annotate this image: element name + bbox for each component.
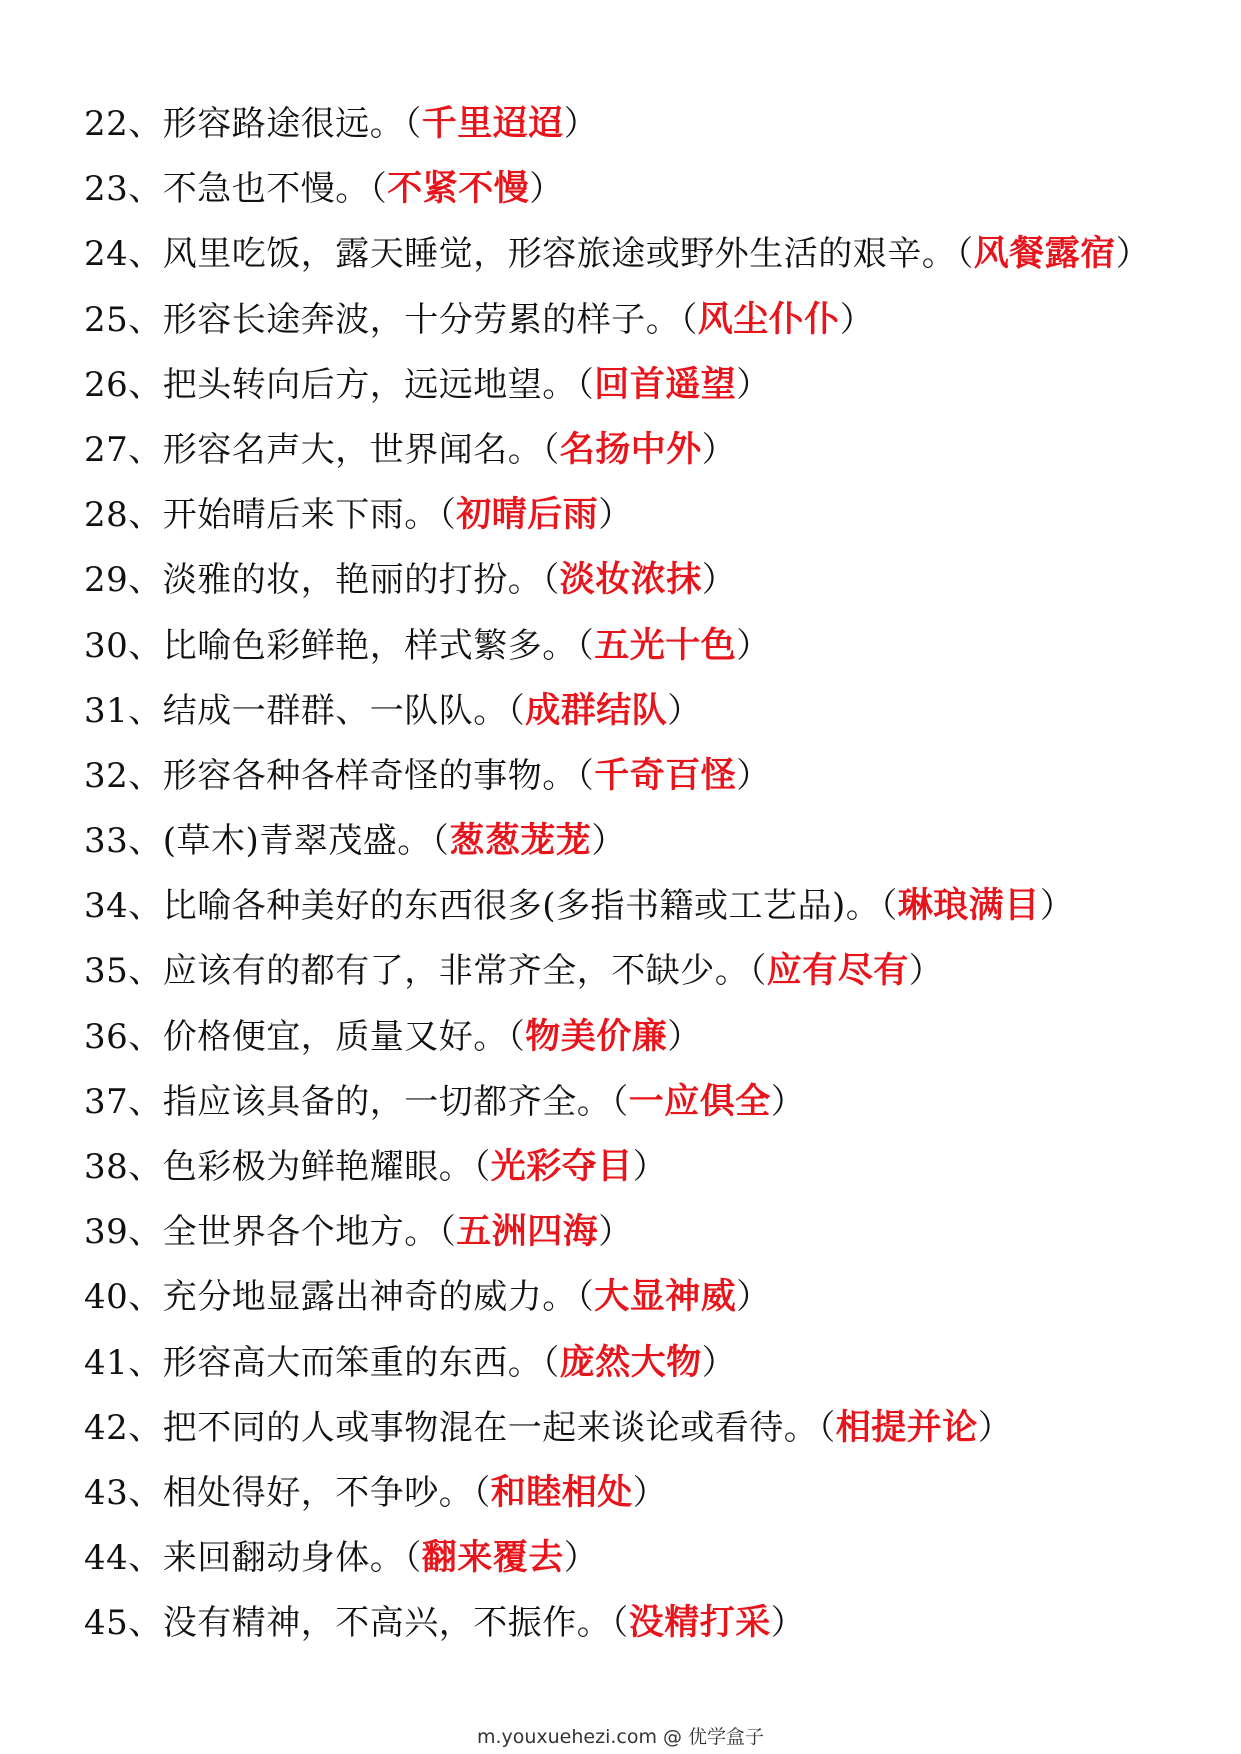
item-definition: 把头转向后方，远远地望。 (162, 364, 577, 405)
item-answer: 和睦相处 (490, 1472, 633, 1513)
item-answer: 淡妆浓抹 (559, 560, 702, 601)
list-item (84, 1591, 1214, 1656)
item-number: 43、 (84, 1472, 163, 1513)
paren-open: （ (507, 1016, 526, 1057)
paren-open: （ (880, 886, 898, 927)
item-definition: 开始晴后来下雨。 (162, 495, 439, 536)
paren-close: ） (563, 104, 599, 144)
item-number: 41、 (84, 1342, 163, 1383)
item-definition: (草木)青翠茂盛。 (162, 821, 432, 862)
paren-open: （ (576, 1277, 595, 1318)
item-answer: 五光十色 (594, 625, 737, 666)
item-number: 25、 (84, 299, 163, 340)
item-number: 23、 (84, 169, 163, 210)
item-answer: 光彩夺目 (490, 1147, 633, 1187)
item-answer: 应有尽有 (766, 951, 909, 992)
paren-open: （ (576, 364, 595, 405)
paren-open: （ (611, 1603, 629, 1644)
list-item (84, 1526, 1214, 1591)
paren-open: （ (507, 690, 526, 731)
item-definition: 把不同的人或事物混在一起来谈论或看待。 (162, 1407, 819, 1448)
paren-close: ） (632, 1147, 668, 1187)
paren-close: ） (770, 1081, 806, 1122)
item-number: 27、 (84, 429, 163, 470)
item-answer: 成群结队 (525, 690, 668, 731)
paren-close: ） (736, 625, 771, 666)
list-item (84, 874, 1214, 939)
paren-open: （ (431, 821, 450, 862)
item-number: 35、 (84, 951, 163, 992)
paren-open: （ (438, 495, 457, 536)
paren-open: （ (404, 1538, 422, 1579)
item-number: 38、 (84, 1147, 163, 1187)
paren-close: ） (839, 299, 875, 340)
paren-close: ） (1115, 234, 1151, 275)
list-item (84, 1265, 1214, 1330)
idiom-list (84, 92, 1214, 1657)
item-definition: 没有精神，不高兴，不振作。 (162, 1603, 612, 1644)
item-definition: 指应该具备的，一切都齐全。 (162, 1081, 612, 1122)
paren-open: （ (542, 560, 560, 601)
item-definition: 形容路途很远。 (162, 104, 405, 144)
item-number: 45、 (84, 1603, 163, 1644)
list-item (84, 548, 1214, 613)
list-item (84, 1005, 1214, 1070)
list-item (84, 1331, 1214, 1396)
paren-close: ） (908, 951, 944, 992)
item-answer: 翻来覆去 (421, 1538, 564, 1579)
item-definition: 结成一群群、一队队。 (162, 690, 508, 731)
paren-open: （ (749, 951, 767, 992)
item-definition: 应该有的都有了，非常齐全，不缺少。 (162, 951, 750, 992)
item-answer: 琳琅满目 (897, 886, 1040, 927)
list-item (84, 809, 1214, 874)
item-answer: 回首遥望 (594, 364, 737, 405)
item-answer: 一应俱全 (628, 1081, 771, 1122)
item-definition: 色彩极为鲜艳耀眼。 (162, 1147, 474, 1187)
paren-close: ） (563, 1538, 599, 1579)
item-definition: 来回翻动身体。 (162, 1538, 405, 1579)
list-item (84, 1200, 1214, 1265)
list-item (84, 353, 1214, 418)
paren-close: ） (977, 1407, 1013, 1448)
item-number: 22、 (84, 104, 163, 144)
list-item (84, 1461, 1214, 1526)
paren-close: ） (598, 1212, 633, 1253)
paren-open: （ (542, 429, 560, 470)
list-item (84, 157, 1214, 222)
item-definition: 比喻色彩鲜艳，样式繁多。 (162, 625, 577, 666)
item-answer: 风尘仆仆 (697, 299, 840, 340)
paren-close: ） (701, 1342, 737, 1383)
paren-open: （ (404, 104, 422, 144)
item-definition: 形容各种各样奇怪的事物。 (162, 755, 577, 796)
item-definition: 全世界各个地方。 (162, 1212, 439, 1253)
item-answer: 物美价廉 (525, 1016, 668, 1057)
paren-close: ） (529, 169, 564, 210)
item-answer: 相提并论 (835, 1407, 978, 1448)
item-definition: 形容长途奔波，十分劳累的样子。 (162, 299, 681, 340)
footer-watermark: m.youxuehezi.com @ 优学盒子 (476, 1726, 765, 1748)
paren-open: （ (956, 234, 974, 275)
paren-open: （ (818, 1407, 836, 1448)
item-answer: 大显神威 (594, 1277, 737, 1318)
paren-open: （ (611, 1081, 629, 1122)
item-number: 39、 (84, 1212, 163, 1253)
paren-open: （ (576, 625, 595, 666)
item-number: 32、 (84, 755, 163, 796)
paren-close: ） (667, 1016, 702, 1057)
paren-open: （ (369, 169, 388, 210)
item-answer: 初晴后雨 (456, 495, 599, 536)
paren-close: ） (591, 821, 626, 862)
item-definition: 价格便宜，质量又好。 (162, 1016, 508, 1057)
paren-close: ） (667, 690, 702, 731)
paren-open: （ (680, 299, 698, 340)
item-answer: 葱葱茏茏 (449, 821, 592, 862)
paren-close: ） (598, 495, 633, 536)
list-item (84, 939, 1214, 1004)
list-item (84, 418, 1214, 483)
item-answer: 名扬中外 (559, 429, 702, 470)
item-number: 34、 (84, 886, 163, 927)
item-number: 37、 (84, 1081, 163, 1122)
item-answer: 风餐露宿 (973, 234, 1116, 275)
paren-close: ） (736, 755, 771, 796)
item-definition: 相处得好，不争吵。 (162, 1472, 474, 1513)
item-definition: 形容高大而笨重的东西。 (162, 1342, 543, 1383)
item-number: 42、 (84, 1407, 163, 1448)
item-number: 24、 (84, 234, 163, 275)
item-definition: 淡雅的妆，艳丽的打扮。 (162, 560, 543, 601)
item-number: 30、 (84, 625, 163, 666)
list-item (84, 614, 1214, 679)
item-number: 36、 (84, 1016, 163, 1057)
item-number: 29、 (84, 560, 163, 601)
item-number: 26、 (84, 364, 163, 405)
item-definition: 风里吃饭，露天睡觉，形容旅途或野外生活的艰辛。 (162, 234, 957, 275)
paren-close: ） (736, 1277, 771, 1318)
paren-close: ） (736, 364, 771, 405)
item-number: 28、 (84, 495, 163, 536)
paren-open: （ (438, 1212, 457, 1253)
list-item (84, 483, 1214, 548)
list-item (84, 288, 1214, 353)
item-number: 31、 (84, 690, 163, 731)
item-definition: 不急也不慢。 (162, 169, 370, 210)
item-definition: 形容名声大，世界闻名。 (162, 429, 543, 470)
paren-close: ） (632, 1472, 668, 1513)
paren-open: （ (473, 1147, 491, 1187)
list-item (84, 1070, 1214, 1135)
paren-open: （ (542, 1342, 560, 1383)
list-item (84, 222, 1214, 287)
paren-close: ） (770, 1603, 806, 1644)
list-item (84, 1396, 1214, 1461)
paren-close: ） (701, 429, 737, 470)
item-answer: 没精打采 (628, 1603, 771, 1644)
item-answer: 千奇百怪 (594, 755, 737, 796)
list-item (84, 92, 1214, 157)
item-answer: 千里迢迢 (421, 104, 564, 144)
list-item (84, 679, 1214, 744)
paren-close: ） (1039, 886, 1075, 927)
paren-close: ） (701, 560, 737, 601)
list-item (84, 744, 1214, 809)
item-definition: 比喻各种美好的东西很多(多指书籍或工艺品)。 (162, 886, 881, 927)
item-number: 33、 (84, 821, 163, 862)
item-answer: 五洲四海 (456, 1212, 599, 1253)
item-definition: 充分地显露出神奇的威力。 (162, 1277, 577, 1318)
paren-open: （ (576, 755, 595, 796)
item-number: 44、 (84, 1538, 163, 1579)
list-item (84, 1135, 1214, 1200)
item-number: 40、 (84, 1277, 163, 1318)
item-answer: 庞然大物 (559, 1342, 702, 1383)
item-answer: 不紧不慢 (387, 169, 530, 210)
paren-open: （ (473, 1472, 491, 1513)
